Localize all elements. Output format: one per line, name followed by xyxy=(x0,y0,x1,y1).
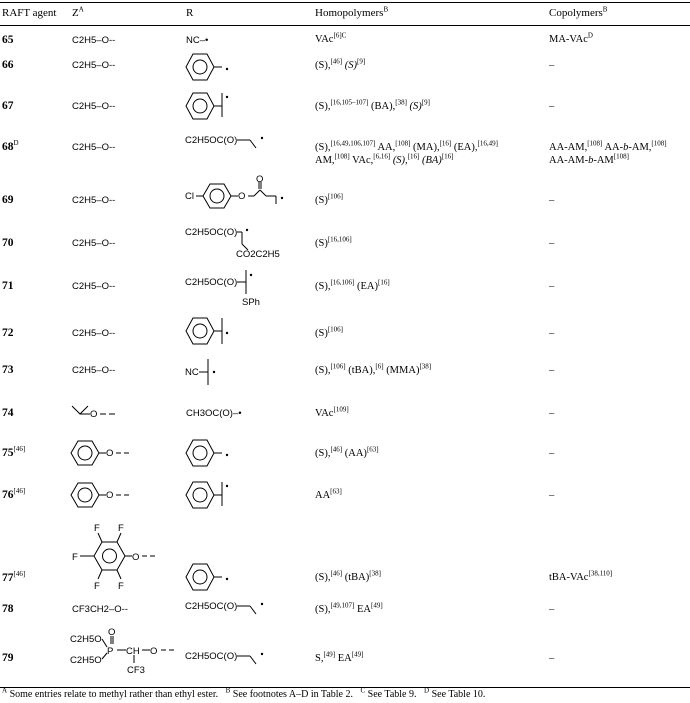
z-74-isopropoxy xyxy=(70,402,140,426)
homo-79: S,[49] EA[49] xyxy=(315,650,364,664)
agent-69: 69 xyxy=(2,194,14,206)
svg-text:F: F xyxy=(94,523,100,534)
svg-text:C2H5OC(O): C2H5OC(O) xyxy=(185,135,238,146)
svg-text:O: O xyxy=(90,409,98,420)
co-66: – xyxy=(549,60,555,71)
homo-66: (S),[46] (S)[9] xyxy=(315,57,366,71)
agent-71: 71 xyxy=(2,280,14,292)
r-79-ester xyxy=(184,646,294,676)
svg-text:O: O xyxy=(108,627,116,638)
agent-73: 73 xyxy=(2,364,14,376)
r-75-benzyl xyxy=(184,438,274,470)
co-70: – xyxy=(549,238,555,249)
svg-text:C2H5OC(O): C2H5OC(O) xyxy=(185,601,238,612)
co-69: – xyxy=(549,195,555,206)
svg-text:C2H5O: C2H5O xyxy=(70,655,102,666)
bottom-rule xyxy=(0,687,690,688)
co-67: – xyxy=(549,101,555,112)
co-79: – xyxy=(549,653,555,664)
homo-67: (S),[16,105–107] (BA),[38] (S)[9] xyxy=(315,98,430,112)
co-72: – xyxy=(549,328,555,339)
z-67: C2H5–O-- xyxy=(72,101,116,112)
co-73: – xyxy=(549,365,555,376)
co-74: – xyxy=(549,408,555,419)
header-agent: RAFT agent xyxy=(2,7,57,19)
svg-text:O: O xyxy=(150,646,158,657)
co-75: – xyxy=(549,448,555,459)
svg-text:Cl: Cl xyxy=(185,191,194,202)
homo-75: (S),[46] (AA)[63] xyxy=(315,445,379,459)
svg-text:P: P xyxy=(107,646,114,657)
r-77-benzyl xyxy=(184,562,274,594)
homo-72: (S)[106] xyxy=(315,325,344,339)
z-71: C2H5–O-- xyxy=(72,281,116,292)
header-rule xyxy=(0,25,690,26)
z-79-phosphonate xyxy=(68,628,188,678)
homo-65: VAc$^{[6]C}$ xyxy=(315,31,347,45)
agent-66: 66 xyxy=(2,59,14,71)
svg-text:CO2C2H5: CO2C2H5 xyxy=(236,249,280,260)
homo-69: (S)[106] xyxy=(315,192,344,206)
svg-text:NC: NC xyxy=(185,367,199,378)
agent-74: 74 xyxy=(2,407,14,419)
agent-77: 77[46] xyxy=(2,570,26,584)
co-68-line1: AA-AM,[108] AA-b-AM,[108] xyxy=(549,139,667,153)
homo-77: (S),[46] (tBA)[38] xyxy=(315,569,381,583)
homo-74: VAc[109] xyxy=(315,405,349,419)
r-76-phenylethyl xyxy=(184,476,274,512)
svg-text:C2H5OC(O): C2H5OC(O) xyxy=(185,277,238,288)
r-65: NC–• xyxy=(186,35,209,46)
agent-65: 65 xyxy=(2,34,14,46)
svg-text:C2H5OC(O): C2H5OC(O) xyxy=(185,651,238,662)
r-74: CH3OC(O)–• xyxy=(186,408,242,419)
svg-text:F: F xyxy=(72,552,78,563)
header-homopolymers: Homopolymers$^B$ xyxy=(315,5,389,19)
svg-text:C2H5O: C2H5O xyxy=(70,634,102,645)
homo-68-line2: AM,[108] VAc,[6,16] (S),[16] (BA)[16] xyxy=(315,152,454,166)
co-71: – xyxy=(549,281,555,292)
svg-text:O: O xyxy=(256,174,264,185)
header-r: R xyxy=(186,7,194,19)
header-copolymers: Copolymers$^B$ xyxy=(549,5,608,19)
homo-76: AA[63] xyxy=(315,487,342,501)
z-68: C2H5–O-- xyxy=(72,142,116,153)
svg-text:O: O xyxy=(106,490,114,501)
agent-72: 72 xyxy=(2,327,14,339)
svg-text:SPh: SPh xyxy=(242,297,260,308)
agent-76: 76[46] xyxy=(2,487,26,501)
homo-70: (S)[16,106] xyxy=(315,235,352,249)
agent-68: $68^D$ xyxy=(2,139,19,153)
co-78: – xyxy=(549,604,555,615)
header-z: $Z^A$ xyxy=(72,5,84,19)
r-66-benzyl xyxy=(184,52,274,84)
svg-text:O: O xyxy=(106,448,114,459)
z-72: C2H5–O-- xyxy=(72,328,116,339)
svg-text:O: O xyxy=(132,552,140,563)
agent-78: 78 xyxy=(2,603,14,615)
agent-70: 70 xyxy=(2,237,14,249)
svg-text:F: F xyxy=(94,581,100,592)
r-68-ester xyxy=(184,130,294,160)
z-70: C2H5–O-- xyxy=(72,238,116,249)
co-68-line2: AA-AM-b-AM[108] xyxy=(549,152,629,166)
homo-78: (S),[49,107] EA[49] xyxy=(315,601,383,615)
agent-79: 79 xyxy=(2,652,14,664)
svg-text:O: O xyxy=(238,191,246,202)
co-65: MA-VAc$^D$ xyxy=(549,31,593,45)
z-66: C2H5–O-- xyxy=(72,60,116,71)
homo-68-line1: (S),[16,49,106,107] AA,[108] (MA),[16] (EA),[16,49] xyxy=(315,139,498,153)
z-73: C2H5–O-- xyxy=(72,365,116,376)
svg-text:C2H5OC(O): C2H5OC(O) xyxy=(185,227,238,238)
z-69: C2H5–O-- xyxy=(72,195,116,206)
r-69-chlorophenyl-ester xyxy=(184,174,314,218)
co-77: tBA-VAc[38,110] xyxy=(549,569,613,583)
homo-73: (S),[106] (tBA),[6] (MMA)[38] xyxy=(315,362,432,376)
table-footnote: $^A$ Some entries relate to methyl rather than ethyl ester. $^B$ See footnotes A–D in Table 2. $^C$ See Table 9. $^D$ See Table 10. xyxy=(2,686,486,700)
z-76-phenoxy xyxy=(70,481,160,511)
r-73-cyanoisopropyl xyxy=(184,354,274,390)
z-77-pentafluorophenoxy xyxy=(70,520,180,596)
svg-text:F: F xyxy=(118,581,124,592)
z-78: CF3CH2–O-- xyxy=(72,604,128,615)
r-67-phenylethyl xyxy=(184,87,274,123)
r-72-cumyl xyxy=(184,314,274,350)
agent-75: 75[46] xyxy=(2,445,26,459)
svg-text:F: F xyxy=(118,523,124,534)
svg-text:CH: CH xyxy=(126,646,140,657)
z-65: C2H5–O-- xyxy=(72,35,116,46)
svg-text:CF3: CF3 xyxy=(127,665,145,676)
co-76: – xyxy=(549,490,555,501)
homo-71: (S),[16,106] (EA)[16] xyxy=(315,278,390,292)
agent-67: 67 xyxy=(2,100,14,112)
z-75-phenoxy xyxy=(70,439,160,469)
top-rule xyxy=(0,2,690,3)
r-70-succinate xyxy=(184,224,304,262)
r-78-ester xyxy=(184,596,294,626)
r-71-thioether xyxy=(184,266,294,308)
